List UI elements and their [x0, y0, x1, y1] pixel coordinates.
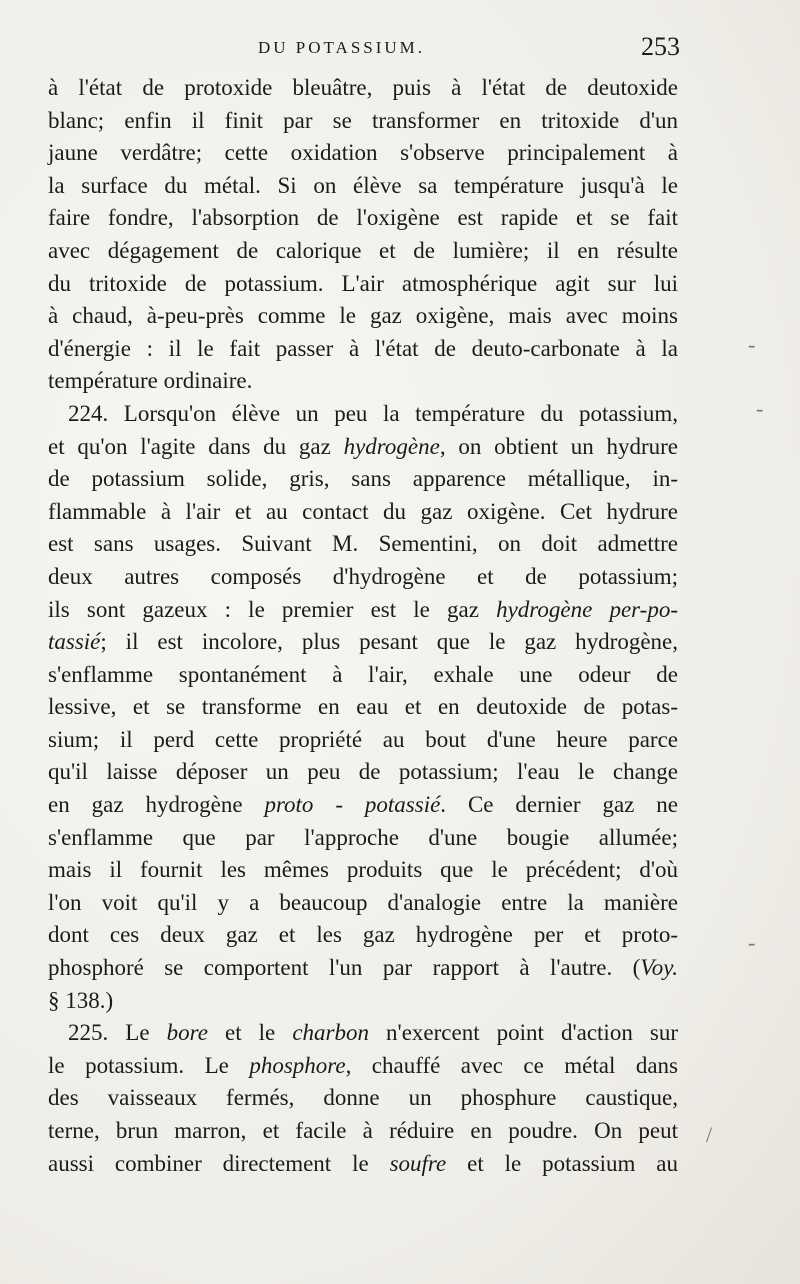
paragraph-224 [48, 398, 678, 1017]
text-line: la surface du métal. Si on élève sa température jusqu'à le [48, 172, 678, 198]
margin-mark: - [748, 332, 756, 357]
text-run: sium; il perd cette propriété au bout d'une heure parce [48, 726, 678, 752]
italic-term: hydrogène per-po- [496, 596, 678, 622]
text-run: aussi combiner directement le [48, 1150, 390, 1176]
text-line: faire fondre, l'absorption de l'oxigène est rapide et se fait [48, 205, 678, 231]
text-run: de potassium solide, gris, sans apparence métallique, in- [48, 466, 678, 492]
text-line [48, 756, 678, 789]
paragraph-oxidation [48, 72, 678, 398]
body-text [48, 72, 678, 1180]
text-run: l'on voit qu'il y a beaucoup d'analogie entre la manière [48, 889, 678, 915]
running-head: DU POTASSIUM. [258, 38, 426, 57]
text-run: . Ce dernier gaz ne [440, 792, 678, 818]
margin-mark: - [748, 930, 756, 955]
text-line [48, 789, 678, 822]
text-line [48, 561, 678, 594]
italic-term: phosphore [249, 1052, 346, 1078]
text-run: terne, brun marron, et facile à réduire en poudre. On peut [48, 1118, 678, 1143]
text-line [48, 854, 678, 887]
text-line [48, 1082, 678, 1115]
text-run: le potassium. Le [48, 1052, 250, 1078]
text-run: des vaisseaux fermés, donne un phosphure caustique, [48, 1085, 678, 1111]
paragraph-225 [48, 1017, 678, 1180]
text-run: s'enflamme spontanément à l'air, exhale une odeur de [48, 661, 678, 687]
italic-term: soufre [389, 1150, 447, 1176]
text-run: 224. Lorsqu'on élève un peu la température du potassium, [68, 400, 678, 426]
text-run: en gaz hydrogène [48, 792, 265, 818]
text-line [48, 1148, 678, 1181]
text-line [48, 724, 678, 757]
text-line: blanc; enfin il finit par se transformer en tritoxide d'un [48, 107, 678, 133]
text-line: jaune verdâtre; cette oxidation s'observe principalement à [48, 140, 678, 166]
text-run: ils sont gazeux : le premier est le gaz [48, 596, 497, 622]
text-run: ; il est incolore, plus pesant que le gaz hydrogène, [100, 629, 678, 655]
text-line [48, 822, 678, 855]
text-run: phosphoré se comportent l'un par rapport à l'autre. ( [48, 955, 641, 981]
italic-term: charbon [292, 1020, 369, 1046]
text-line [48, 1115, 678, 1148]
text-run: est sans usages. Suivant M. Sementini, on doit admettre [48, 531, 678, 557]
text-run: , on obtient un hydrure [439, 433, 679, 459]
italic-term: Voy. [640, 955, 678, 981]
margin-mark: / [706, 1122, 713, 1147]
text-line [48, 463, 678, 496]
text-run: n'exercent point d'action sur [369, 1020, 678, 1046]
margin-mark: - [756, 396, 764, 421]
italic-term: proto - potassié [264, 792, 441, 818]
text-line [48, 659, 678, 692]
text-run: deux autres composés d'hydrogène et de potassium; [48, 563, 678, 589]
text-line: à l'état de protoxide bleuâtre, puis à l'état de deutoxide [48, 75, 678, 100]
text-run: lessive, et se transforme en eau et en deutoxide de potas- [48, 694, 678, 720]
text-run: , chauffé avec ce métal dans [345, 1052, 678, 1078]
text-line [48, 398, 678, 431]
text-run: 225. Le [68, 1020, 167, 1046]
text-line [48, 594, 678, 627]
text-line [48, 1017, 678, 1050]
italic-term: bore [166, 1020, 208, 1046]
text-line [48, 952, 678, 985]
text-line [48, 985, 678, 1018]
text-run: et qu'on l'agite dans du gaz [48, 433, 344, 459]
page-header [48, 32, 680, 72]
text-line: avec dégagement de calorique et de lumière; il en résulte [48, 237, 678, 263]
text-line [48, 691, 678, 724]
text-line [48, 626, 678, 659]
text-line [48, 1050, 678, 1083]
text-run: qu'il laisse déposer un peu de potassium; l'eau le change [48, 759, 678, 785]
italic-term: hydrogène [343, 433, 440, 459]
text-run: s'enflamme que par l'approche d'une bougie allumée; [48, 824, 678, 850]
text-line: température ordinaire. [48, 368, 253, 394]
page-number: 253 [641, 32, 680, 61]
text-run: mais il fournit les mêmes produits que le précédent; d'où [48, 857, 678, 883]
text-line [48, 528, 678, 561]
text-run: flammable à l'air et au contact du gaz oxigène. Cet hydrure [48, 498, 678, 524]
text-line [48, 887, 678, 920]
text-run: dont ces deux gaz et les gaz hydrogène per et proto- [48, 922, 678, 948]
text-run: § 138.) [48, 987, 114, 1013]
text-run: et le potassium au [446, 1150, 679, 1176]
text-line [48, 919, 678, 952]
italic-term: tassié [48, 629, 101, 655]
text-line [48, 431, 678, 464]
text-line [48, 496, 678, 529]
text-line: à chaud, à-peu-près comme le gaz oxigène, mais avec moins [48, 303, 678, 329]
text-line: d'énergie : il le fait passer à l'état de deuto-carbonate à la [48, 335, 678, 361]
text-line: du tritoxide de potassium. L'air atmosphérique agit sur lui [48, 270, 678, 296]
text-run: et le [207, 1020, 293, 1046]
